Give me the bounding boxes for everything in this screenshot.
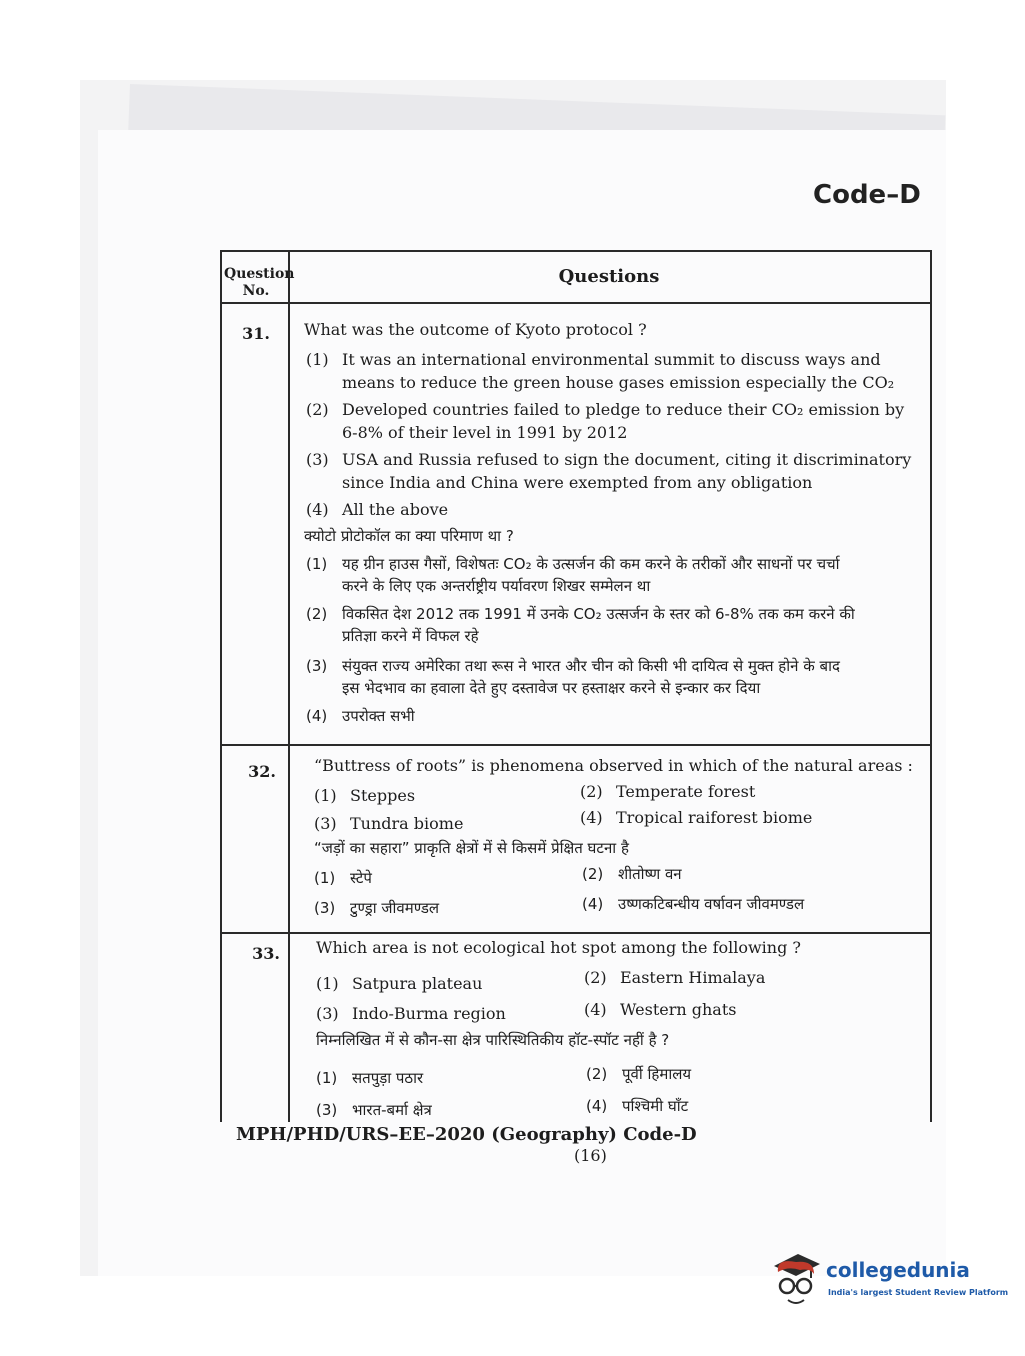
footer-title: MPH/PHD/URS–EE–2020 (Geography) Code-D <box>236 1124 697 1145</box>
question-text-hi: “जड़ों का सहारा” प्राकृति क्षेत्रों में से किसमें प्रेक्षित घटना है <box>314 839 629 857</box>
column-divider <box>288 252 290 1122</box>
option-item: (3) Indo-Burma region <box>316 1004 506 1023</box>
option-item-hi: (2) शीतोष्ण वन <box>582 865 682 883</box>
code-label: Code–D <box>813 180 921 210</box>
row-divider <box>222 744 930 746</box>
question-text-en: Which area is not ecological hot spot among the following ? <box>316 938 802 957</box>
option-item-hi-cont: करने के लिए एक अन्तर्राष्ट्रीय पर्यावरण शिखर सम्मेलन था <box>342 577 651 595</box>
question-number: 33. <box>252 944 280 963</box>
watermark-logo <box>770 1252 1009 1312</box>
header-question-no: Question No. <box>224 266 295 299</box>
option-item-hi: (4) उष्णकटिबन्धीय वर्षावन जीवमण्डल <box>582 895 805 913</box>
option-item-hi: (1) सतपुड़ा पठार <box>316 1069 424 1087</box>
option-item-cont: 6-8% of their level in 1991 by 2012 <box>342 423 628 442</box>
row-divider <box>222 932 930 934</box>
option-item: (3) USA and Russia refused to sign the document, citing it discriminatory <box>306 450 912 469</box>
option-item: (2) Temperate forest <box>580 782 756 801</box>
page-number: (16) <box>574 1146 607 1165</box>
option-item: (4) Western ghats <box>584 1000 737 1019</box>
option-item-hi: (4) उपरोक्त सभी <box>306 707 415 725</box>
option-item: (3) Tundra biome <box>314 814 464 833</box>
question-number: 31. <box>242 324 270 343</box>
option-item: (4) Tropical raiforest biome <box>580 808 813 827</box>
option-item-hi-cont: प्रतिज्ञा करने में विफल रहे <box>342 627 479 645</box>
option-item-hi: (1) स्टेपे <box>314 869 372 887</box>
graduate-face-icon <box>770 1252 822 1308</box>
watermark-name: collegedunia <box>826 1258 970 1282</box>
question-number: 32. <box>248 762 276 781</box>
watermark-tagline: India's largest Student Review Platform <box>828 1288 1009 1297</box>
option-item-hi: (4) पश्चिमी घाँट <box>586 1097 689 1115</box>
option-item: (1) It was an international environmental summit to discuss ways and <box>306 350 881 369</box>
option-item: (4) All the above <box>306 500 449 519</box>
question-text-en: What was the outcome of Kyoto protocol ? <box>304 320 647 339</box>
option-item: (2) Developed countries failed to pledge to reduce their CO₂ emission by <box>306 400 905 419</box>
option-item-hi-cont: इस भेदभाव का हवाला देते हुए दस्तावेज पर हस्ताक्षर करने से इन्कार कर दिया <box>342 679 761 697</box>
option-item: (1) Steppes <box>314 786 416 805</box>
option-item-hi: (2) पूर्वी हिमालय <box>586 1065 692 1083</box>
option-item: (1) Satpura plateau <box>316 974 483 993</box>
option-item-hi: (3) भारत-बर्मा क्षेत्र <box>316 1101 432 1119</box>
question-text-hi: निम्नलिखित में से कौन-सा क्षेत्र पारिस्थितिकीय हॉट-स्पॉट नहीं है ? <box>316 1031 670 1049</box>
option-item: (2) Eastern Himalaya <box>584 968 766 987</box>
option-item-hi: (3) संयुक्त राज्य अमेरिका तथा रूस ने भारत और चीन को किसी भी दायित्व से मुक्त होने के बाद <box>306 657 840 675</box>
option-item-cont: means to reduce the green house gases emission especially the CO₂ <box>342 373 895 392</box>
option-item-hi: (1) यह ग्रीन हाउस गैसों, विशेषतः CO₂ के उत्सर्जन की कम करने के तरीकों और साधनों पर चर्चा <box>306 555 840 573</box>
question-table <box>220 250 932 1122</box>
header-questions: Questions <box>558 266 660 287</box>
header-divider <box>222 302 930 304</box>
option-item-cont: since India and China were exempted from any obligation <box>342 473 813 492</box>
question-text-en: “Buttress of roots” is phenomena observed in which of the natural areas : <box>314 756 913 775</box>
option-item-hi: (3) टुण्ड्रा जीवमण्डल <box>314 899 440 917</box>
question-text-hi: क्योटो प्रोटोकॉल का क्या परिमाण था ? <box>304 527 514 545</box>
option-item-hi: (2) विकसित देश 2012 तक 1991 में उनके CO₂ उत्सर्जन के स्तर को 6-8% तक कम करने की <box>306 605 855 623</box>
